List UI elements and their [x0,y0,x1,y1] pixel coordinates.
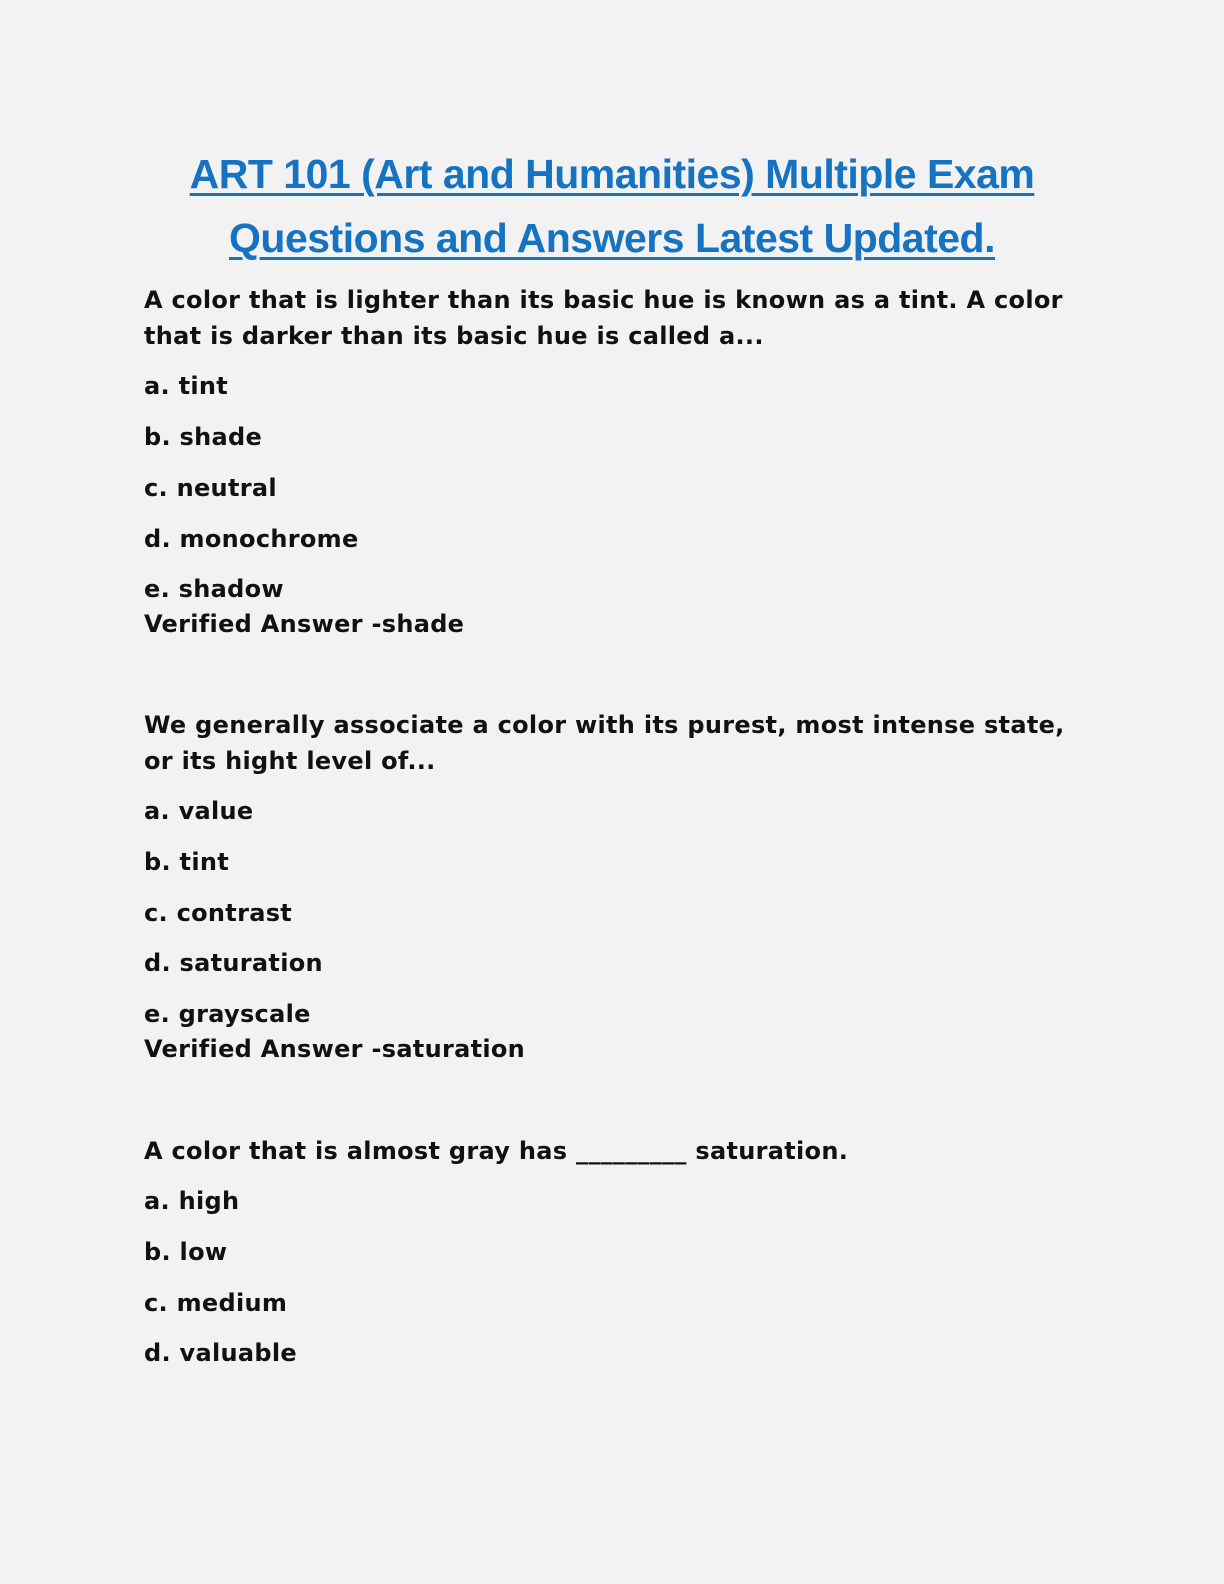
question-2-option-b: b. tint [144,848,230,876]
question-2-answer: Verified Answer -saturation [144,1035,526,1063]
question-1-option-b: b. shade [144,423,263,451]
question-2-option-e: e. grayscale [144,1000,311,1028]
question-1-option-c: c. neutral [144,474,277,502]
question-3-text: A color that is almost gray has _________ saturation. [144,1137,849,1165]
question-2-text: We generally associate a color with its purest, most intense state, or its hight level of... [144,711,1065,775]
question-1-option-a: a. tint [144,372,229,400]
title-line-2: Questions and Answers Latest Updated. [229,215,995,261]
title-line-1: ART 101 (Art and Humanities) Multiple Exam [189,151,1035,197]
question-2-option-a: a. value [144,797,254,825]
question-1-text: A color that is lighter than its basic hue is known as a tint. A color that is darker than its basic hue is called a... [144,286,1063,350]
question-2-option-d: d. saturation [144,949,323,977]
question-1-option-d: d. monochrome [144,525,359,553]
question-3-option-d: d. valuable [144,1339,297,1367]
question-2-option-c: c. contrast [144,899,293,927]
question-1-option-e: e. shadow [144,575,284,603]
question-3-option-a: a. high [144,1187,240,1215]
question-1-answer: Verified Answer -shade [144,610,465,638]
question-3-option-b: b. low [144,1238,228,1266]
question-3-option-c: c. medium [144,1289,288,1317]
document-title [110,142,1114,270]
